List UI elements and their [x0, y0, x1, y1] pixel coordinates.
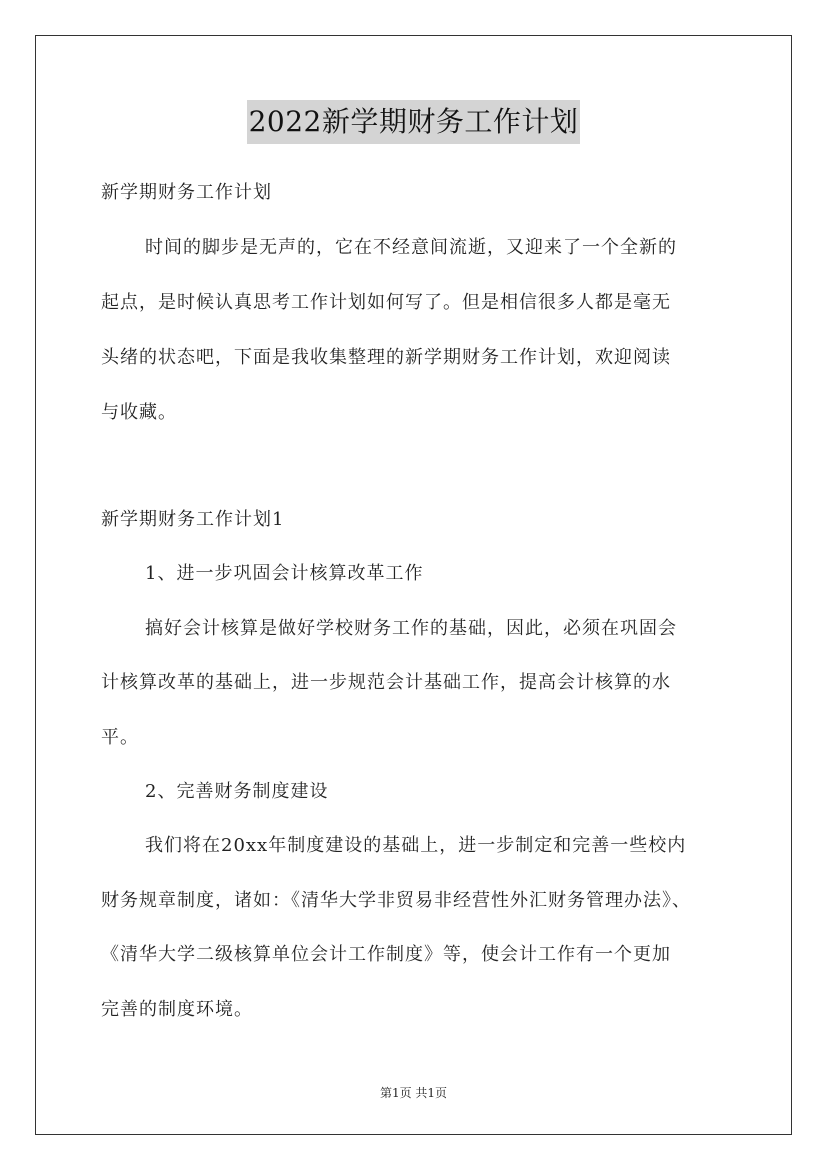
intro-line-3: 头绪的状态吧，下面是我收集整理的新学期财务工作计划，欢迎阅读	[101, 347, 671, 368]
subtitle: 新学期财务工作计划	[101, 182, 272, 203]
item2-line-4: 完善的制度环境。	[101, 999, 253, 1020]
item1-line-1: 搞好会计核算是做好学校财务工作的基础，因此，必须在巩固会	[145, 618, 677, 639]
item1-heading: 1、进一步巩固会计核算改革工作	[145, 563, 424, 584]
item2-line-2: 财务规章制度，诸如：《清华大学非贸易非经营性外汇财务管理办法》、	[101, 890, 691, 911]
intro-line-1: 时间的脚步是无声的，它在不经意间流逝，又迎来了一个全新的	[145, 237, 677, 258]
intro-line-2: 起点，是时候认真思考工作计划如何写了。但是相信很多人都是毫无	[101, 292, 671, 313]
item2-line-1: 我们将在20xx年制度建设的基础上，进一步制定和完善一些校内	[145, 835, 687, 856]
intro-line-4: 与收藏。	[101, 402, 177, 423]
document-title: 2022新学期财务工作计划	[247, 100, 581, 144]
item2-heading: 2、完善财务制度建设	[145, 781, 329, 802]
title-container	[0, 100, 827, 144]
item2-line-3: 《清华大学二级核算单位会计工作制度》等，使会计工作有一个更加	[101, 944, 671, 965]
section-title: 新学期财务工作计划1	[101, 509, 285, 530]
item1-line-3: 平。	[101, 727, 139, 748]
item1-line-2: 计核算改革的基础上，进一步规范会计基础工作，提高会计核算的水	[101, 672, 671, 693]
page-footer: 第1页 共1页	[379, 1086, 448, 1100]
